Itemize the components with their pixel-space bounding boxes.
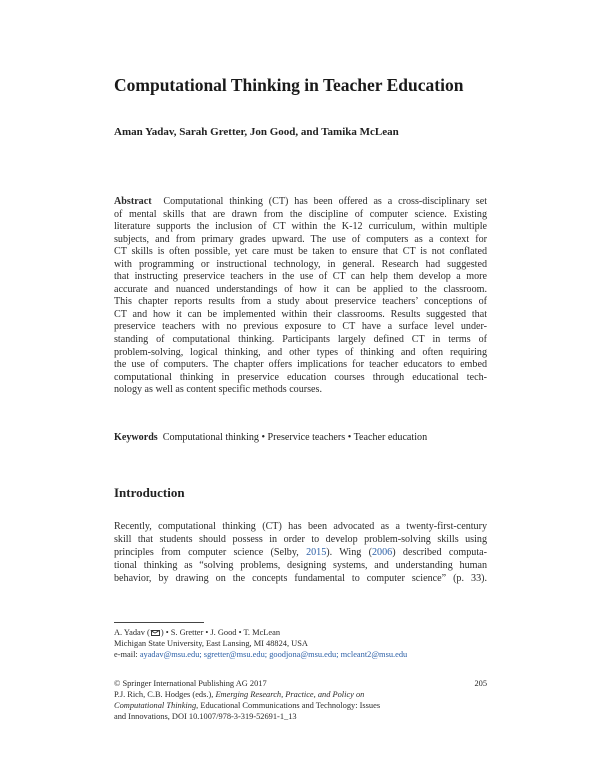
abstract-line: literature supports the inclusion of CT within the K-12 curriculum, within multiple (114, 221, 487, 233)
footnote-affiliation: Michigan State University, East Lansing, MI 48824, USA (114, 639, 308, 648)
citation-link-selby-2015[interactable]: 2015 (306, 546, 327, 558)
doi-line: and Innovations, DOI 10.1007/978-3-319-52691-1_13 (114, 712, 297, 721)
abstract-line: Abstract Computational thinking (CT) has been offered as a cross-disciplinary set (114, 196, 487, 207)
abstract (114, 196, 487, 397)
abstract-line: problem-solving, logical thinking, and other types of thinking and often requiring (114, 346, 487, 358)
email-links[interactable]: ayadav@msu.edu; sgretter@msu.edu; goodjona@msu.edu; mcleant2@msu.edu (139, 650, 408, 659)
abstract-line: accurate and nuanced understandings of how it can be applied to the classroom. (114, 283, 487, 295)
abstract-line: CT skills is often possible, yet care must be taken to ensure that CT is not conflated (114, 246, 487, 258)
copyright-line: © Springer International Publishing AG 2017 (114, 679, 267, 688)
abstract-label: Abstract (114, 196, 152, 207)
abstract-line: computational thinking in preservice education courses through educational tech- (114, 371, 487, 383)
envelope-icon (151, 630, 160, 636)
abstract-line: with programming or instructional technology, in general. Research had suggested (114, 258, 487, 270)
abstract-line: CT and how it can be implemented within their classrooms. Results suggested that (114, 308, 487, 320)
abstract-line: of mental skills that are drawn from the discipline of computer science. Existing (114, 208, 487, 220)
author-affiliation-footnote (114, 627, 487, 660)
section-heading-introduction: Introduction (114, 485, 185, 500)
keywords-text: Computational thinking • Preservice teachers • Teacher education (162, 432, 428, 443)
book-title-line: Computational Thinking, Educational Communications and Technology: Issues (114, 701, 381, 710)
citation-link-wing-2006[interactable]: 2006 (372, 546, 393, 558)
abstract-line: that instructing preservice teachers in the use of CT can help them develop a more (114, 271, 487, 283)
keywords-label: Keywords (114, 432, 158, 443)
abstract-line: This chapter reports results from a study about preservice teachers’ conceptions of (114, 296, 487, 308)
abstract-line: the use of computers. The chapter offers implications for teacher educators to embed (114, 359, 487, 371)
footnote-emails: e-mail: ayadav@msu.edu; sgretter@msu.edu; goodjona@msu.edu; mcleant2@msu.edu (114, 650, 408, 659)
author-list: Aman Yadav, Sarah Gretter, Jon Good, and Tamika McLean (114, 126, 399, 138)
publisher-info (114, 678, 487, 722)
editors-line: P.J. Rich, C.B. Hodges (eds.), Emerging Research, Practice, and Policy on (114, 690, 365, 699)
chapter-title: Computational Thinking in Teacher Education (114, 75, 464, 95)
abstract-line: standing of computational thinking. Participants largely defined CT in terms of (114, 334, 487, 346)
abstract-line: nology as well as content specific methods courses. (114, 384, 322, 396)
abstract-line: preservice teachers with no previous exposure to CT have a surface level under- (114, 321, 487, 333)
footnote-divider (114, 622, 204, 623)
paragraph-line: Recently, computational thinking (CT) has been advocated as a twenty-first-century (114, 521, 487, 532)
introduction-paragraph (114, 521, 487, 585)
page-number: 205 (474, 679, 487, 688)
keywords (114, 431, 487, 444)
paragraph-line: skill that students should possess in order to develop problem-solving skills using (114, 533, 487, 545)
paragraph-line: tional thinking as “solving problems, designing systems, and understanding human (114, 559, 487, 571)
footnote-authors: A. Yadav ( ) • S. Gretter • J. Good • T. McLean (114, 628, 281, 637)
paragraph-line: behavior, by drawing on the concepts fundamental to computer science” (p. 33). (114, 572, 487, 584)
paragraph-line: principles from computer science (Selby, 2015). Wing (2006) described computa- (114, 546, 487, 558)
abstract-line: subjects, and from primary grades upward. The use of computers as a context for (114, 233, 487, 245)
